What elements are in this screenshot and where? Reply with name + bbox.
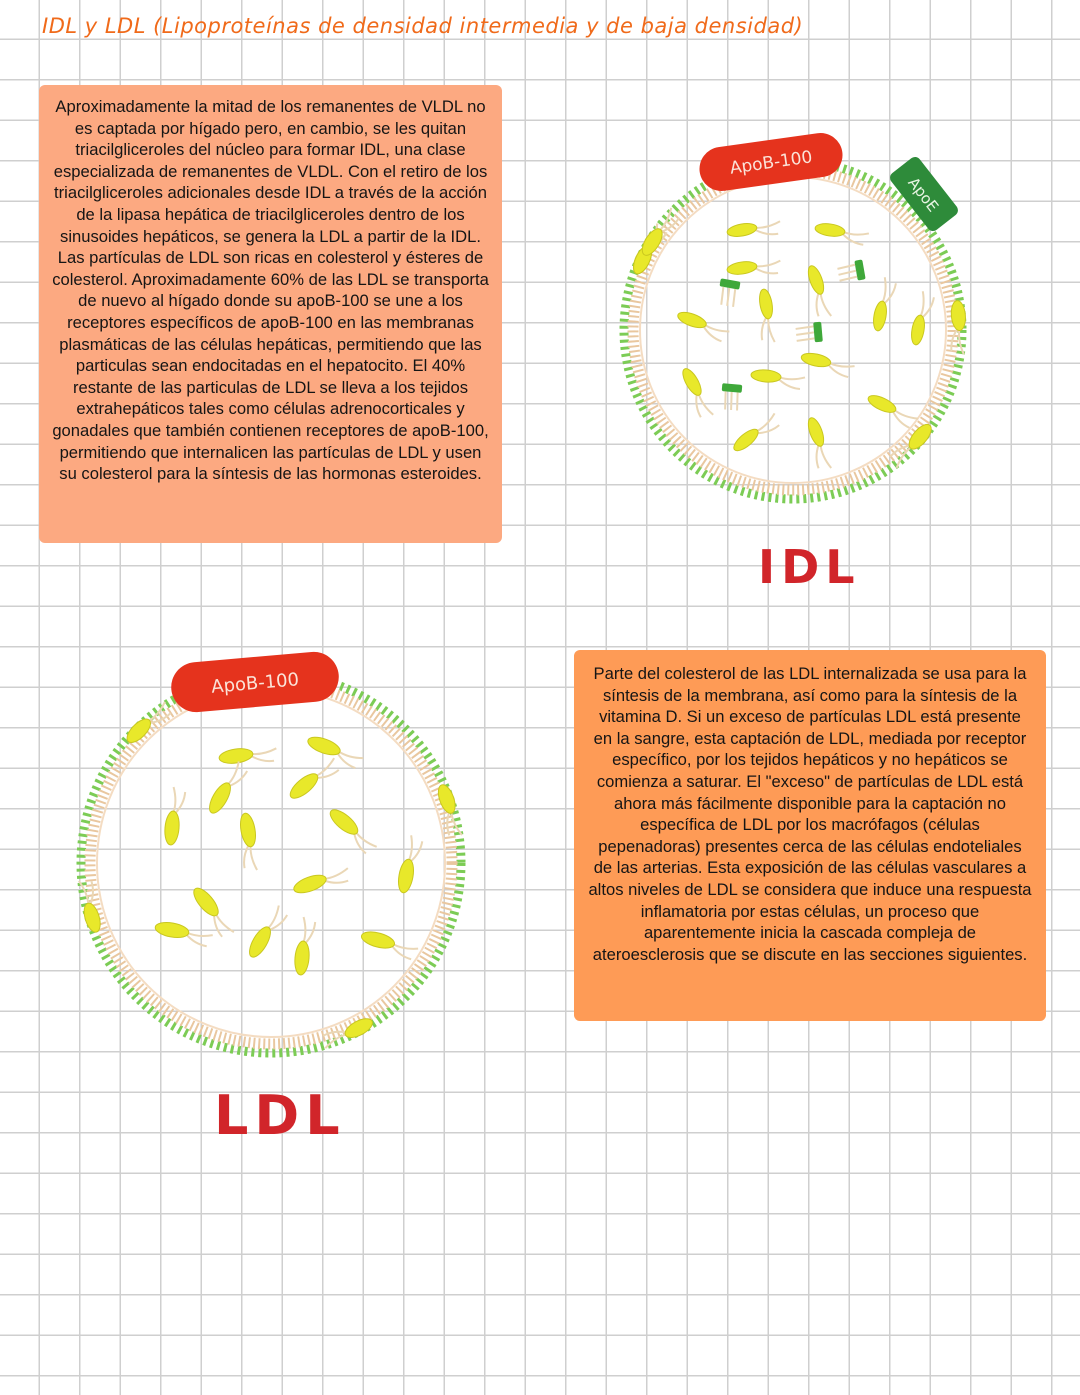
cholesterol-ester bbox=[676, 366, 717, 421]
cholesterol-ester bbox=[325, 806, 380, 856]
ldl-label: LDL bbox=[214, 1084, 346, 1147]
cholesterol-ester bbox=[754, 288, 779, 344]
cholesterol-ester bbox=[396, 834, 423, 894]
cholesterol-ester bbox=[292, 863, 352, 899]
idl-apoe-protein bbox=[888, 155, 961, 234]
cholesterol-ester bbox=[674, 309, 730, 343]
cholesterol-ester bbox=[218, 743, 278, 768]
cholesterol-ester bbox=[205, 759, 249, 818]
cholesterol-ester bbox=[235, 812, 262, 872]
cholesterol-ester bbox=[909, 291, 934, 347]
cholesterol-ester bbox=[164, 787, 186, 846]
cholesterol-ester bbox=[801, 264, 835, 320]
idl-contents bbox=[630, 205, 969, 472]
cholesterol-ester bbox=[801, 416, 835, 472]
idl-apob-label: ApoB-100 bbox=[728, 147, 814, 179]
cholesterol-molecule bbox=[837, 259, 866, 283]
cholesterol-ester bbox=[294, 917, 316, 976]
cholesterol-ester bbox=[864, 392, 920, 429]
cholesterol-ester bbox=[731, 410, 783, 457]
cholesterol-ester bbox=[245, 903, 289, 962]
page-title: IDL y LDL (Lipoproteínas de densidad intermedia y de baja densidad) bbox=[42, 14, 804, 38]
cholesterol-ester bbox=[154, 920, 214, 947]
cholesterol-ester bbox=[799, 351, 855, 378]
note-idl: Aproximadamente la mitad de los remanentes de VLDL no es captada por hígado pero, en cambio, se les quitan triacilgliceroles del núcleo para formar IDL, una clase especializada de remanentes de VLDL. Con el retiro de los triacilgliceroles adicionales desde IDL a través de la acción de la lipasa hepática de triacilgliceroles dentro de los sinusoides hepáticos, se genera la LDL a partir de la IDL. Las partículas de LDL son ricas en colesterol y ésteres de colesterol. Aproximadamente 60% de las LDL se transporta de nuevo al hígado donde su apoB-100 se une a los receptores específicos de apoB-100 en las membranas plasmáticas de las células hepáticas, permitiendo que las particulas sean endocitadas en el hepatocito. El 40% restante de las particulas de LDL se lleva a los tejidos extrahepáticos tales como células adrenocorticales y gonadales que también contienen receptores de apoB-100, permitiendo que internalicen las partículas de LDL y usen su colesterol para la síntesis de las hormonas esteroides. bbox=[39, 85, 502, 543]
cholesterol-ester bbox=[187, 884, 237, 939]
cholesterol-molecule bbox=[716, 278, 740, 307]
cholesterol-molecule bbox=[720, 383, 742, 411]
idl-apoe-label: ApoE bbox=[904, 173, 943, 216]
idl-diagram bbox=[606, 120, 986, 520]
cholesterol-ester bbox=[726, 257, 782, 280]
ldl-apob-protein bbox=[169, 650, 341, 714]
cholesterol-ester bbox=[814, 222, 870, 245]
idl-label: IDL bbox=[758, 540, 861, 594]
cholesterol-ester bbox=[305, 734, 365, 770]
idl-apob-protein bbox=[697, 130, 846, 194]
cholesterol-ester bbox=[286, 754, 341, 804]
cholesterol-ester bbox=[750, 369, 805, 390]
ldl-apob-label: ApoB-100 bbox=[210, 669, 300, 698]
cholesterol-ester bbox=[359, 929, 419, 960]
cholesterol-ester bbox=[871, 277, 896, 333]
ldl-diagram bbox=[66, 648, 486, 1066]
note-ldl: Parte del colesterol de las LDL internalizada se usa para la síntesis de la membrana, así como para la síntesis de la vitamina D. Si un exceso de partículas LDL está presente en la sangre, esta captación de LDL, mediada por receptor específico, por los tejidos hepáticos y no hepáticos se comienza a saturar. El "exceso" de partículas de LDL está ahora más fácilmente disponible para la captación no específica de LDL por los macrófagos (células pepenadoras) presentes cerca de las células endoteliales de las arterias. Esta exposición de las células vasculares a altos niveles de LDL se considera que induce una respuesta inflamatoria por estas células, un proceso que aparentemente inicia la cascada compleja de ateroesclerosis que se discute en las secciones siguientes. bbox=[574, 650, 1046, 1021]
cholesterol-molecule bbox=[795, 322, 823, 344]
cholesterol-ester bbox=[726, 217, 782, 242]
